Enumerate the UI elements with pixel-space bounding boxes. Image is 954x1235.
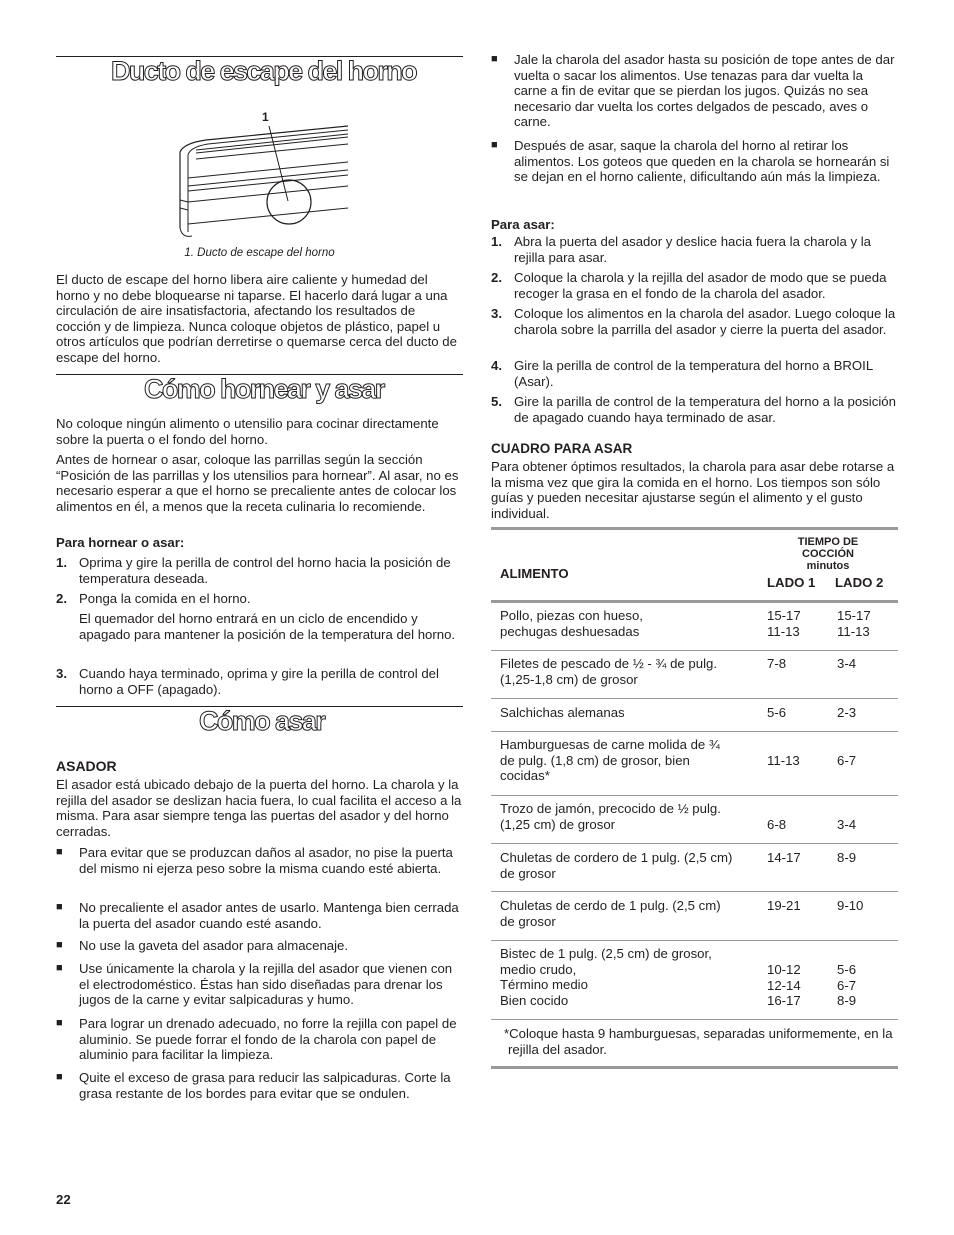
food-cell: cocidas* bbox=[500, 768, 550, 784]
time-value: 15-17 bbox=[767, 608, 801, 623]
food-cell: pechugas deshuesadas bbox=[500, 623, 640, 639]
chart-title: CUADRO PARA ASAR bbox=[491, 441, 633, 456]
time-value: 6-7 bbox=[837, 977, 857, 993]
food-cell: Bistec de 1 pulg. (2,5 cm) de grosor, bbox=[500, 946, 712, 961]
food-cell: (1,25-1,8 cm) de grosor bbox=[500, 671, 638, 687]
time-value: 16-17 bbox=[767, 993, 801, 1009]
list-item bbox=[56, 845, 463, 876]
food-cell: de pulg. (1,8 cm) de grosor, bien bbox=[500, 752, 690, 768]
bullet-marker: ■ bbox=[491, 53, 498, 65]
figure-caption: 1. Ducto de escape del horno bbox=[184, 247, 335, 259]
broil-steps-title: Para asar: bbox=[491, 217, 555, 232]
food-cell: Chuletas de cordero de 1 pulg. (2,5 cm) bbox=[500, 850, 733, 865]
time-value: 10-12 bbox=[767, 962, 801, 977]
list-item bbox=[491, 306, 898, 337]
list-item bbox=[56, 938, 463, 954]
bullet-text: Para lograr un drenado adecuado, no forre la rejilla con papel de aluminio. Se puede forrar el fondo de la charola con papel de aluminio para facilitar la limpieza. bbox=[79, 1016, 457, 1063]
side2-cell bbox=[837, 608, 871, 639]
step-text: Coloque la charola y la rejilla del asador de modo que se pueda recoger la grasa en el fondo de la charola del asador. bbox=[514, 270, 887, 301]
row-divider bbox=[491, 891, 898, 892]
bullet-text: No use la gaveta del asador para almacenaje. bbox=[79, 938, 349, 953]
table-row bbox=[500, 705, 625, 721]
table-top-rule bbox=[491, 527, 898, 530]
table-row bbox=[500, 656, 717, 687]
food-cell: Hamburguesas de carne molida de ¾ bbox=[500, 737, 720, 752]
step-text: Cuando haya terminado, oprima y gire la perilla de control del horno a OFF (apagado). bbox=[79, 666, 439, 697]
step-text: Gire la perilla de control de la temperatura del horno a BROIL (Asar). bbox=[514, 358, 873, 389]
bullet-marker: ■ bbox=[56, 1071, 63, 1083]
food-header: ALIMENTO bbox=[500, 566, 569, 581]
table-row bbox=[500, 801, 721, 832]
page-number: 22 bbox=[56, 1192, 71, 1207]
list-item bbox=[56, 1016, 463, 1063]
row-divider bbox=[491, 1019, 898, 1020]
side1-cell: 19-21 bbox=[767, 898, 801, 913]
table-row bbox=[500, 946, 712, 1008]
step-text: Coloque los alimentos en la charola del asador. Luego coloque la charola sobre la parrilla del asador y cierre la puerta del asador. bbox=[514, 306, 896, 337]
bullet-marker: ■ bbox=[56, 846, 63, 858]
list-item bbox=[56, 961, 463, 1008]
bullet-text: Quite el exceso de grasa para reducir las salpicaduras. Corte la grasa restante de los bordes para evitar que se ondulen. bbox=[79, 1070, 451, 1101]
food-cell: Término medio bbox=[500, 977, 588, 993]
bullet-text: Después de asar, saque la charola del horno al retirar los alimentos. Los goteos que queden en la charola se hornearán si se dejan en el horno caliente, dificultando aún más la limpieza. bbox=[514, 138, 890, 185]
bake-paragraph-2: Antes de hornear o asar, coloque las parrillas según la sección “Posición de las parrillas y los utensilios para hornear”. Al asar, no es necesario esperar a que el horno se precaliente antes de colocar los alimentos en él, a menos que la receta culinaria lo recomiende. bbox=[56, 452, 459, 514]
section-title-vent: Ducto de escape del horno bbox=[111, 56, 417, 86]
time-header-2: COCCIÓN bbox=[802, 548, 854, 560]
time-header-1: TIEMPO DE bbox=[797, 536, 859, 548]
step-number: 3. bbox=[56, 666, 67, 681]
step-number: 1. bbox=[491, 234, 502, 249]
time-value: 15-17 bbox=[837, 608, 871, 623]
row-divider bbox=[491, 698, 898, 699]
side1-cell: 11-13 bbox=[767, 753, 800, 768]
food-cell: medio crudo, bbox=[500, 961, 577, 977]
section-title-broil: Cómo asar bbox=[199, 706, 325, 736]
side1-cell: 7-8 bbox=[767, 656, 787, 671]
table-row bbox=[500, 850, 732, 881]
vent-figure bbox=[56, 100, 463, 265]
time-value: 11-13 bbox=[767, 623, 800, 639]
row-divider bbox=[491, 650, 898, 651]
bullet-text: Para evitar que se produzcan daños al asador, no pise la puerta del mismo ni ejerza peso sobre la misma cuando esté abierta. bbox=[79, 845, 453, 876]
bullet-marker: ■ bbox=[56, 962, 63, 974]
list-item bbox=[56, 900, 463, 931]
step-text: Gire la parilla de control de la temperatura del horno a la posición de apagado cuando haya terminado de asar. bbox=[514, 394, 896, 425]
side1-cell bbox=[767, 608, 801, 639]
table-header-rule bbox=[491, 600, 898, 603]
side2-cell: 2-3 bbox=[837, 705, 857, 720]
step-number: 4. bbox=[491, 358, 502, 373]
side2-cell: 6-7 bbox=[837, 753, 857, 768]
table-bottom-rule bbox=[491, 1066, 898, 1069]
side1-cell bbox=[767, 962, 801, 1009]
side2-header: LADO 2 bbox=[835, 575, 884, 590]
food-cell: Bien cocido bbox=[500, 992, 569, 1008]
oven-vent-illustration bbox=[56, 100, 463, 265]
bullet-marker: ■ bbox=[491, 139, 498, 151]
vent-body-text: El ducto de escape del horno libera aire caliente y humedad del horno y no debe bloquearse ni taparse. El hacerlo dará lugar a una circulación de aire insatisfactoria, afectando los resultados de cocción y de limpieza. Nunca coloque objetos de plástico, papel u otros artículos que podrían derretirse o quemarse cerca del ducto de escape del horno. bbox=[56, 272, 457, 365]
bake-steps-title: Para hornear o asar: bbox=[56, 535, 185, 550]
table-row bbox=[500, 608, 643, 639]
food-cell: Chuletas de cerdo de 1 pulg. (2,5 cm) bbox=[500, 898, 721, 913]
bullet-marker: ■ bbox=[56, 939, 63, 951]
footnote-text: *Coloque hasta 9 hamburguesas, separadas uniformemente, en la rejilla del asador. bbox=[504, 1026, 893, 1057]
row-divider bbox=[491, 731, 898, 732]
food-cell: Trozo de jamón, precocido de ½ pulg. bbox=[500, 801, 721, 816]
vent-paragraph bbox=[56, 272, 463, 366]
bake-paragraph-1: No coloque ningún alimento o utensilio para cocinar directamente sobre la puerta o el fondo del horno. bbox=[56, 416, 439, 447]
food-cell: de grosor bbox=[500, 865, 556, 881]
step-text: El quemador del horno entrará en un ciclo de encendido y apagado para mantener la posición de la temperatura del horno. bbox=[79, 611, 456, 642]
side1-header: LADO 1 bbox=[767, 575, 816, 590]
time-value: 8-9 bbox=[837, 993, 857, 1009]
food-cell: Salchichas alemanas bbox=[500, 705, 625, 720]
step-text: Oprima y gire la perilla de control del horno hacia la posición de temperatura deseada. bbox=[79, 555, 451, 586]
list-item bbox=[491, 234, 898, 265]
list-item bbox=[491, 358, 898, 389]
row-divider bbox=[491, 940, 898, 941]
list-item bbox=[491, 394, 898, 425]
list-item bbox=[56, 555, 463, 586]
table-row bbox=[500, 737, 720, 784]
bullet-marker: ■ bbox=[56, 901, 63, 913]
side1-cell: 5-6 bbox=[767, 705, 787, 720]
bake-intro bbox=[56, 416, 463, 447]
list-item bbox=[491, 270, 898, 301]
time-value: 11-13 bbox=[837, 623, 870, 639]
food-cell: Pollo, piezas con hueso, bbox=[500, 608, 643, 623]
broil-intro-text: El asador está ubicado debajo de la puerta del horno. La charola y la rejilla del asador se deslizan hacia fuera, lo cual facilita el acceso a la misma. Para asar siempre tenga las puertas del asador y del horno cerradas. bbox=[56, 777, 462, 839]
side1-cell: 14-17 bbox=[767, 850, 801, 865]
side2-cell bbox=[837, 962, 856, 1009]
section-title-bake: Cómo hornear y asar bbox=[144, 374, 384, 404]
side2-cell: 3-4 bbox=[837, 656, 857, 671]
side1-cell: 6-8 bbox=[767, 817, 787, 832]
food-cell: de grosor bbox=[500, 913, 556, 929]
chart-intro-text: Para obtener óptimos resultados, la charola para asar debe rotarse a la misma vez que gira la comida en el horno. Los tiempos son sólo guías y pueden necesitar ajustarse según el alimento y el gusto individual. bbox=[491, 459, 895, 521]
table-footnote bbox=[504, 1026, 894, 1057]
side2-cell: 9-10 bbox=[837, 898, 864, 913]
callout-number: 1 bbox=[262, 110, 269, 124]
side2-cell: 8-9 bbox=[837, 850, 857, 865]
time-value: 12-14 bbox=[767, 977, 801, 993]
bullet-text: Jale la charola del asador hasta su posición de tope antes de dar vuelta o sacar los alimentos. Use tenazas para dar vuelta la carne a fin de evitar que se pierdan los jugos. Quizás no sea necesario dar vuelta los cortes delgados de pescado, aves o carne. bbox=[514, 52, 895, 130]
bullet-text: Use únicamente la charola y la rejilla del asador que vienen con el electrodoméstico. Éstas han sido diseñadas para drenar los jugos de la carne y evitar salpicaduras y humo. bbox=[79, 961, 453, 1008]
step-number: 1. bbox=[56, 555, 67, 570]
bullet-text: No precaliente el asador antes de usarlo. Mantenga bien cerrada la puerta del asador cuando esté asando. bbox=[79, 900, 459, 931]
list-item bbox=[56, 611, 463, 642]
food-cell: (1,25 cm) de grosor bbox=[500, 816, 616, 832]
row-divider bbox=[491, 795, 898, 796]
list-item bbox=[56, 591, 463, 607]
row-divider bbox=[491, 843, 898, 844]
step-text: Abra la puerta del asador y deslice hacia fuera la charola y la rejilla para asar. bbox=[514, 234, 872, 265]
step-number: 2. bbox=[491, 270, 502, 285]
broil-intro bbox=[56, 777, 463, 839]
list-item bbox=[56, 1070, 463, 1101]
bake-intro-2 bbox=[56, 452, 463, 514]
step-number: 2. bbox=[56, 591, 67, 606]
list-item bbox=[491, 52, 898, 130]
step-number: 5. bbox=[491, 394, 502, 409]
side2-cell: 3-4 bbox=[837, 817, 857, 832]
list-item bbox=[56, 666, 463, 697]
time-value: 5-6 bbox=[837, 962, 857, 977]
table-row bbox=[500, 898, 721, 929]
chart-intro bbox=[491, 459, 898, 521]
time-header-3: minutos bbox=[806, 560, 850, 572]
bullet-marker: ■ bbox=[56, 1017, 63, 1029]
list-item bbox=[491, 138, 898, 185]
step-number: 3. bbox=[491, 306, 502, 321]
food-cell: Filetes de pescado de ½ - ¾ de pulg. bbox=[500, 656, 718, 671]
broil-subtitle: ASADOR bbox=[56, 758, 117, 774]
step-text: Ponga la comida en el horno. bbox=[79, 591, 251, 606]
